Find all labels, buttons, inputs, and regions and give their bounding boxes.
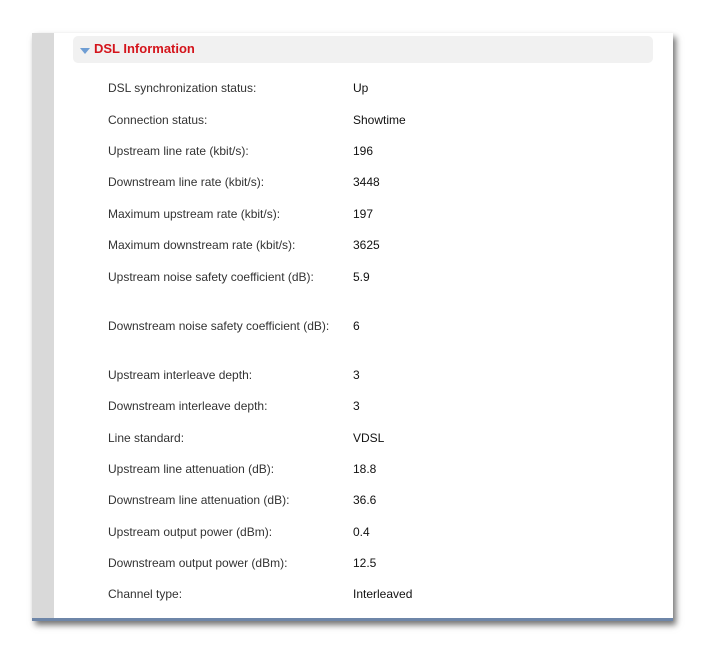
row-value: 18.8 bbox=[353, 462, 377, 476]
section-title: DSL Information bbox=[94, 41, 195, 56]
row-value: 196 bbox=[353, 144, 374, 158]
row-value: 3448 bbox=[353, 175, 380, 189]
row-value: 5.9 bbox=[353, 270, 370, 284]
row-label: Upstream noise safety coefficient (dB): bbox=[108, 270, 314, 284]
row-value: 12.5 bbox=[353, 556, 377, 570]
row-label: DSL synchronization status: bbox=[108, 81, 257, 95]
row-value: 3625 bbox=[353, 238, 380, 252]
row-label: Downstream interleave depth: bbox=[108, 399, 268, 413]
row-label: Maximum upstream rate (kbit/s): bbox=[108, 207, 281, 221]
row-label: Downstream line rate (kbit/s): bbox=[108, 175, 265, 189]
row-label: Connection status: bbox=[108, 113, 208, 127]
row-label: Upstream interleave depth: bbox=[108, 368, 253, 382]
panel-bottom-border bbox=[32, 618, 673, 621]
row-value: 6 bbox=[353, 319, 360, 333]
row-label: Channel type: bbox=[108, 587, 183, 601]
row-label: Downstream line attenuation (dB): bbox=[108, 493, 290, 507]
row-value: 197 bbox=[353, 207, 374, 221]
row-value: 3 bbox=[353, 368, 360, 382]
row-label: Upstream line rate (kbit/s): bbox=[108, 144, 249, 158]
left-sidebar-strip bbox=[32, 33, 54, 621]
row-label: Upstream output power (dBm): bbox=[108, 525, 273, 539]
row-label: Line standard: bbox=[108, 431, 185, 445]
row-label: Downstream output power (dBm): bbox=[108, 556, 288, 570]
section-header-dsl-information[interactable] bbox=[73, 36, 653, 63]
row-label: Downstream noise safety coefficient (dB): bbox=[108, 319, 330, 333]
row-value: Interleaved bbox=[353, 587, 413, 601]
row-value: 36.6 bbox=[353, 493, 377, 507]
row-label: Maximum downstream rate (kbit/s): bbox=[108, 238, 296, 252]
collapse-arrow-icon[interactable] bbox=[80, 48, 90, 54]
row-value: Showtime bbox=[353, 113, 406, 127]
row-value: Up bbox=[353, 81, 369, 95]
row-value: VDSL bbox=[353, 431, 385, 445]
row-label: Upstream line attenuation (dB): bbox=[108, 462, 275, 476]
row-value: 3 bbox=[353, 399, 360, 413]
dsl-info-panel bbox=[32, 33, 673, 621]
row-value: 0.4 bbox=[353, 525, 370, 539]
